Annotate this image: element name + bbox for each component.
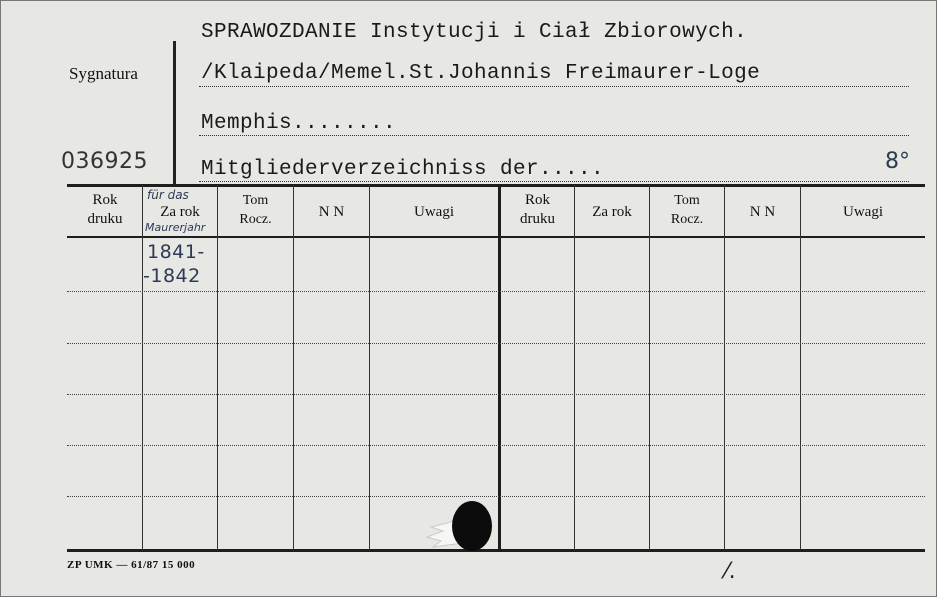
row-rule [67, 496, 925, 497]
handwritten-year-line-2: -1842 [143, 265, 201, 287]
format-mark: 8° [885, 149, 910, 174]
header-rok-druku: Rok druku [87, 192, 123, 227]
dotted-rule-2 [199, 135, 909, 136]
handwritten-mark: ⁄. [725, 559, 736, 584]
header-nn: N N [749, 204, 776, 220]
handwritten-note-top: für das [147, 188, 189, 202]
table-bottom-border [67, 549, 925, 552]
title-line-1: SPRAWOZDANIE Instytucji i Ciał Zbiorowych. [201, 21, 748, 44]
table-top-border [67, 184, 925, 187]
header-za-rok: Za rok [592, 204, 632, 220]
header-nn: N N [318, 204, 345, 220]
header-divider [173, 41, 176, 187]
dotted-rule-3 [199, 181, 909, 182]
handwritten-note-bottom: Maurerjahr [145, 221, 206, 234]
dotted-rule-1 [199, 86, 909, 87]
title-line-4: Mitgliederverzeichniss der..... [201, 158, 605, 181]
row-rule [67, 445, 925, 446]
header-uwagi: Uwagi [414, 204, 454, 220]
table-header-border [67, 236, 925, 238]
call-number: 036925 [61, 149, 148, 174]
row-rule [67, 394, 925, 395]
row-rule [67, 291, 925, 292]
signature-label: Sygnatura [69, 64, 138, 83]
printer-info: ZP UMK — 61/87 15 000 [67, 559, 196, 571]
header-za-rok: Za rok [160, 204, 200, 220]
handwritten-year-line-1: 1841- [147, 241, 205, 263]
punch-hole [452, 501, 492, 551]
header-rok-druku: Rok druku [520, 192, 555, 227]
title-line-2: /Klaipeda/Memel.St.Johannis Freimaurer-Loge [201, 62, 761, 85]
row-rule [67, 343, 925, 344]
header-tom-rocz: Tom Rocz. [670, 193, 704, 227]
title-line-3: Memphis........ [201, 112, 397, 135]
header-uwagi: Uwagi [843, 204, 883, 220]
header-tom-rocz: Tom Rocz. [239, 193, 272, 227]
